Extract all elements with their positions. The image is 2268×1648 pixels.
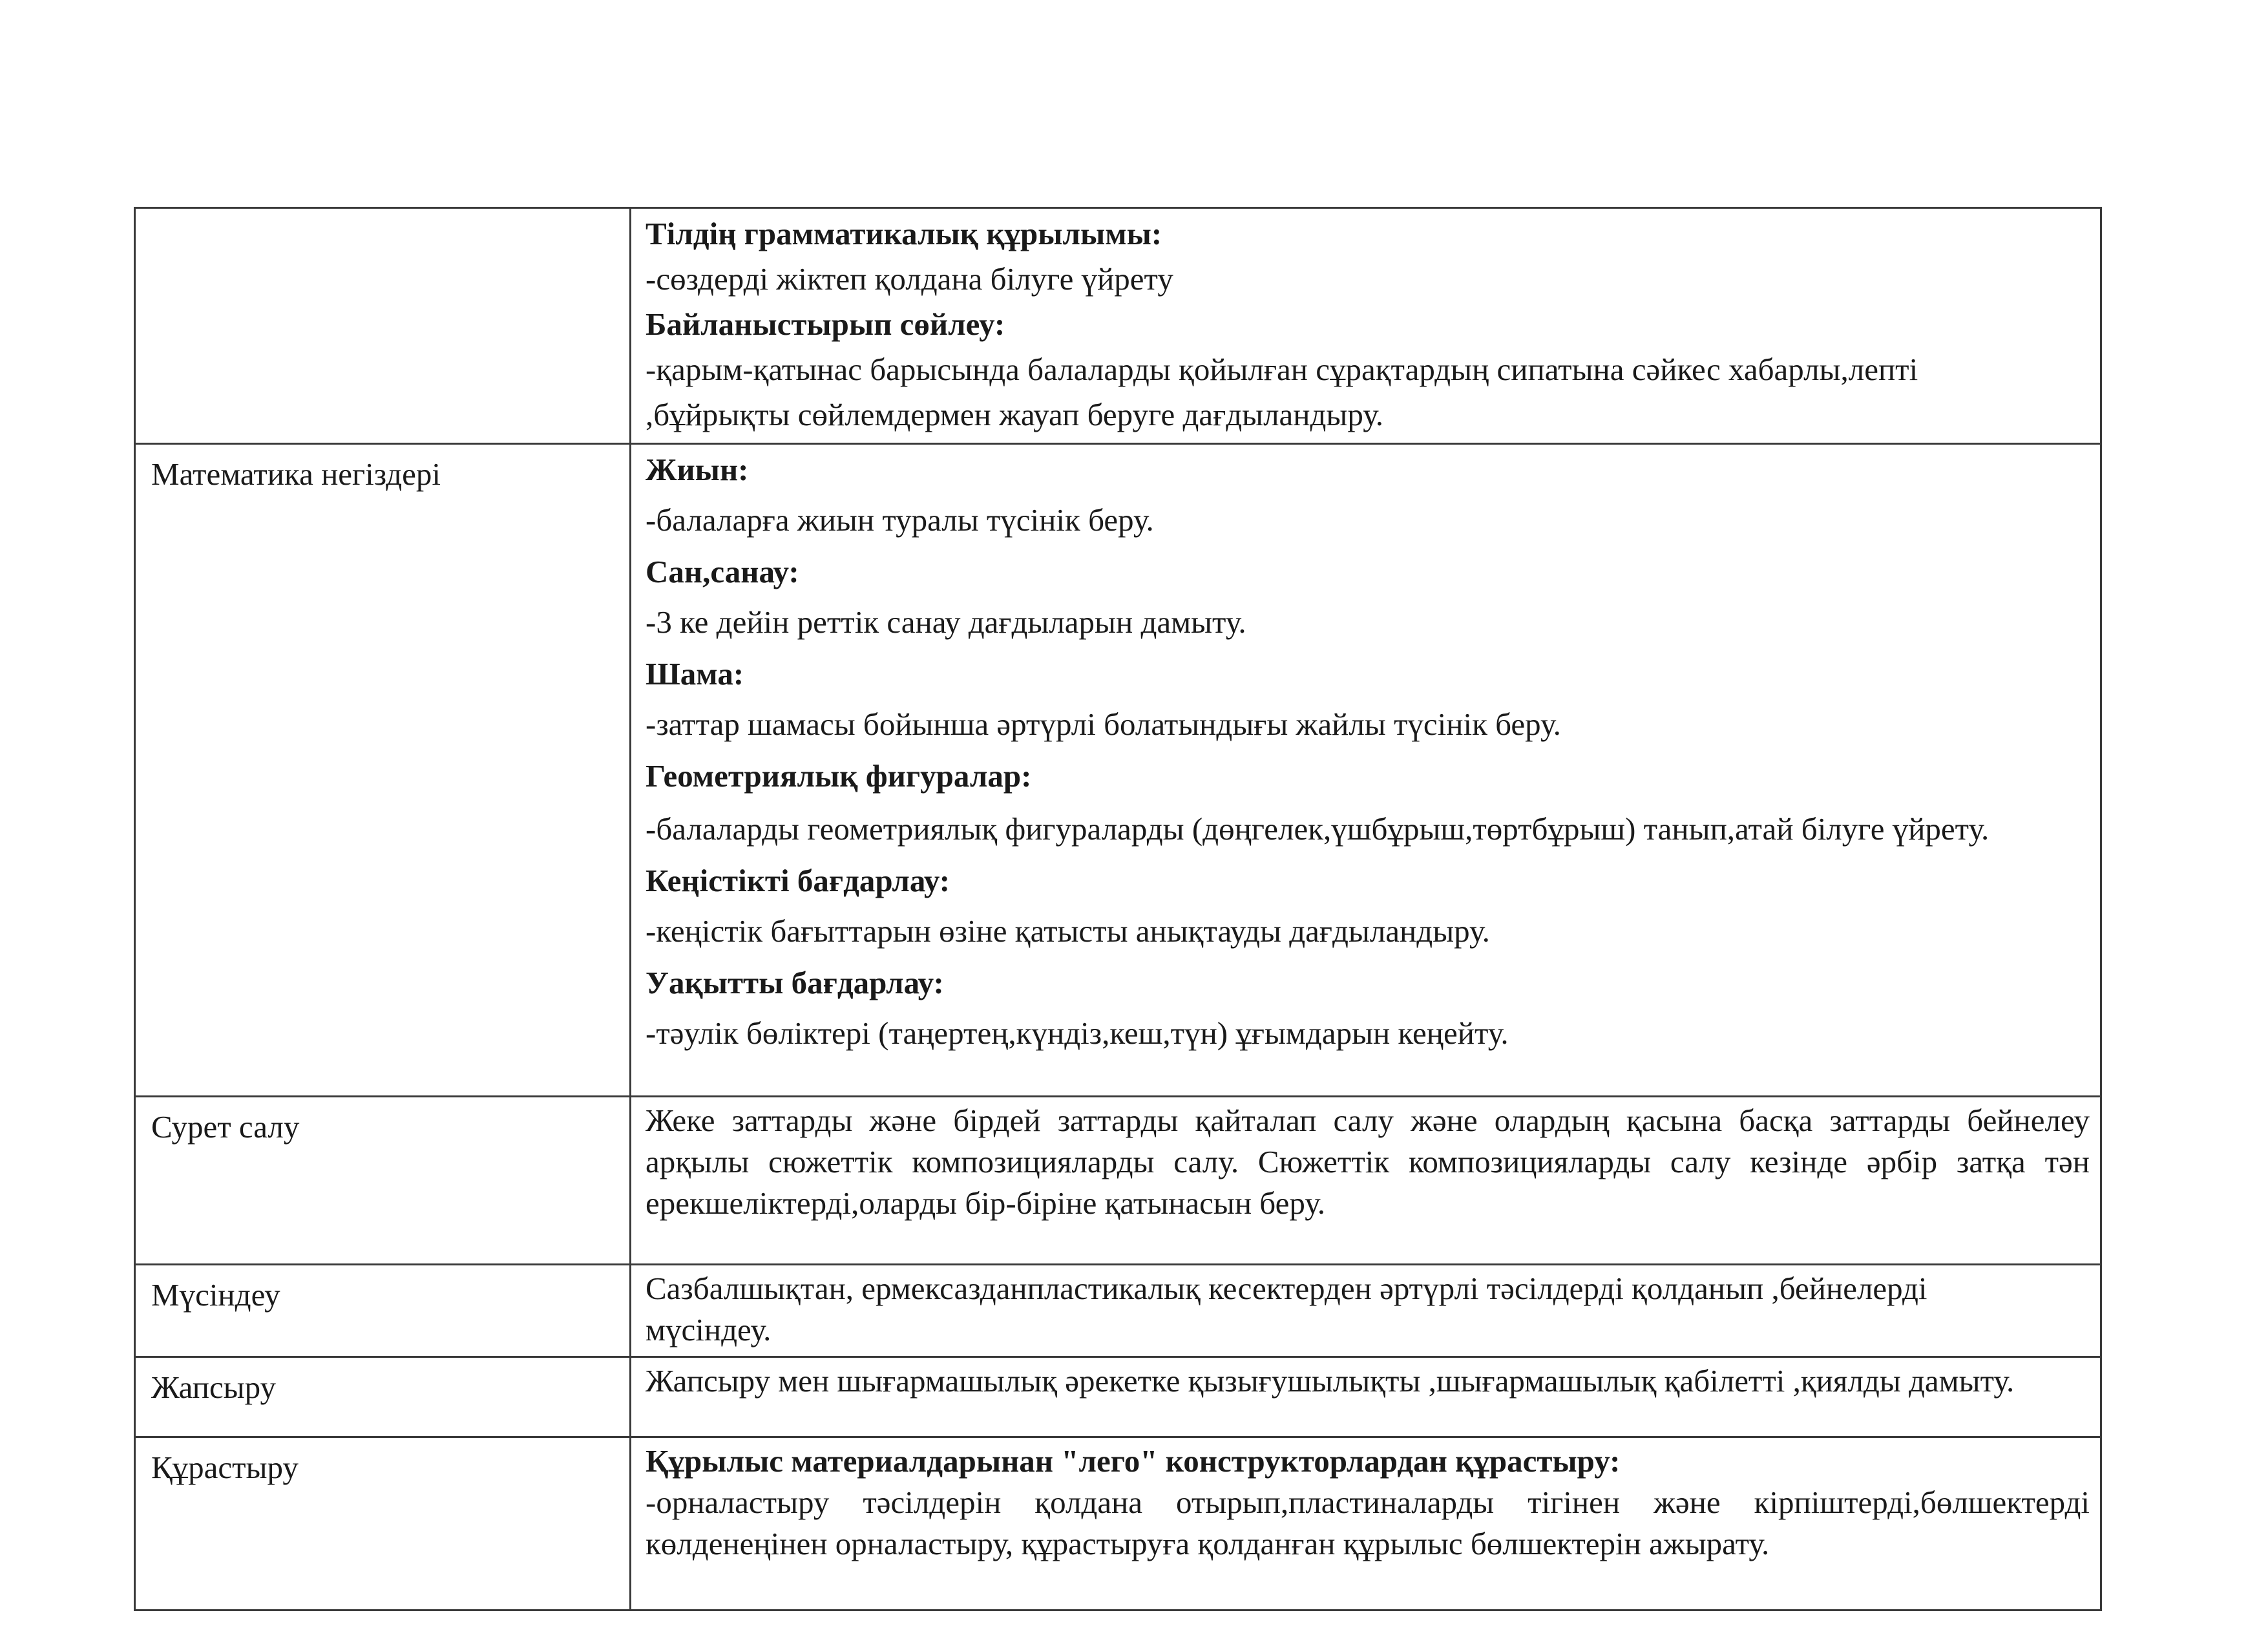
subject-cell: Сурет салу [135, 1097, 631, 1265]
table-row-language [135, 208, 2101, 444]
subject-cell: Жапсыру [135, 1357, 631, 1437]
table-row-drawing [135, 1097, 2101, 1265]
subject-cell: Мүсіндеу [135, 1265, 631, 1357]
table-row-applique [135, 1357, 2101, 1437]
section-text-space: -кеңістік бағыттарын өзіне қатысты анықтауды дағдыландыру. [646, 913, 1490, 949]
content-cell: Сазбалшықтан, ермексазданпластикалық кесектерден әртүрлі тәсілдерді қолданып ,бейнелерді мүсіндеу. [631, 1265, 2101, 1357]
table-row-construction [135, 1437, 2101, 1611]
section-heading-lego: Құрылыс материалдарынан "лего" конструкторлардан құрастыру: [646, 1443, 1621, 1479]
section-text-time: -тәулік бөліктері (таңертең,күндіз,кеш,түн) ұғымдарын кеңейту. [646, 1015, 1509, 1051]
section-heading-speech: Байланыстырып сөйлеу: [646, 306, 1005, 342]
section-text-grammar: -сөздерді жіктеп қолдана білуге үйрету [646, 261, 1173, 297]
content-cell [631, 208, 2101, 444]
content-cell: Жеке заттарды және бірдей заттарды қайталап салу және олардың қасына басқа заттарды бейнелеу арқылы сюжеттік композицияларды салу. Сюжеттік композицияларды салу кезінде әрбір затқа тән ерекшеліктерді,оларды бір-біріне қатынасын беру. [631, 1097, 2101, 1265]
section-text-geometry: -балаларды геометриялық фигураларды (дөңгелек,үшбұрыш,төртбұрыш) танып,атай білуге үйрету. [646, 811, 1990, 847]
table-row-mathematics [135, 444, 2101, 1097]
curriculum-table [134, 207, 2102, 1611]
section-text-set: -балаларға жиын туралы түсінік беру. [646, 502, 1154, 538]
section-heading-space: Кеңістікті бағдарлау: [646, 863, 950, 898]
subject-cell: Математика негіздері [135, 444, 631, 1097]
subject-cell: Құрастыру [135, 1437, 631, 1611]
section-text-lego: -орналастыру тәсілдерін қолдана отырып,пластиналарды тігінен және кірпіштерді,бөлшектерді көлденеңінен орналастыру, құрастыруға қолданған құрылыс бөлшектерін ажырату. [646, 1484, 2090, 1561]
content-cell: Жапсыру мен шығармашылық әрекетке қызығушылықты ,шығармашылық қабілетті ,қиялды дамыту. [631, 1357, 2101, 1437]
section-text-counting: -3 ке дейін реттік санау дағдыларын дамыту. [646, 604, 1246, 640]
section-heading-geometry: Геометриялық фигуралар: [646, 758, 1032, 794]
content-cell [631, 1437, 2101, 1611]
section-heading-grammar: Тілдің грамматикалық құрылымы: [646, 216, 1162, 251]
section-heading-size: Шама: [646, 656, 744, 692]
section-text-speech: -қарым-қатынас барысында балаларды қойылған сұрақтардың сипатына сәйкес хабарлы,лепті ,бұйрықты сөйлемдермен жауап беруге дағдыландыру. [646, 352, 1918, 432]
subject-cell [135, 208, 631, 444]
table-row-modeling [135, 1265, 2101, 1357]
section-heading-set: Жиын: [646, 452, 749, 487]
section-heading-time: Уақытты бағдарлау: [646, 965, 944, 1000]
section-heading-counting: Сан,санау: [646, 554, 799, 589]
content-cell [631, 444, 2101, 1097]
section-text-size: -заттар шамасы бойынша әртүрлі болатындығы жайлы түсінік беру. [646, 706, 1561, 742]
